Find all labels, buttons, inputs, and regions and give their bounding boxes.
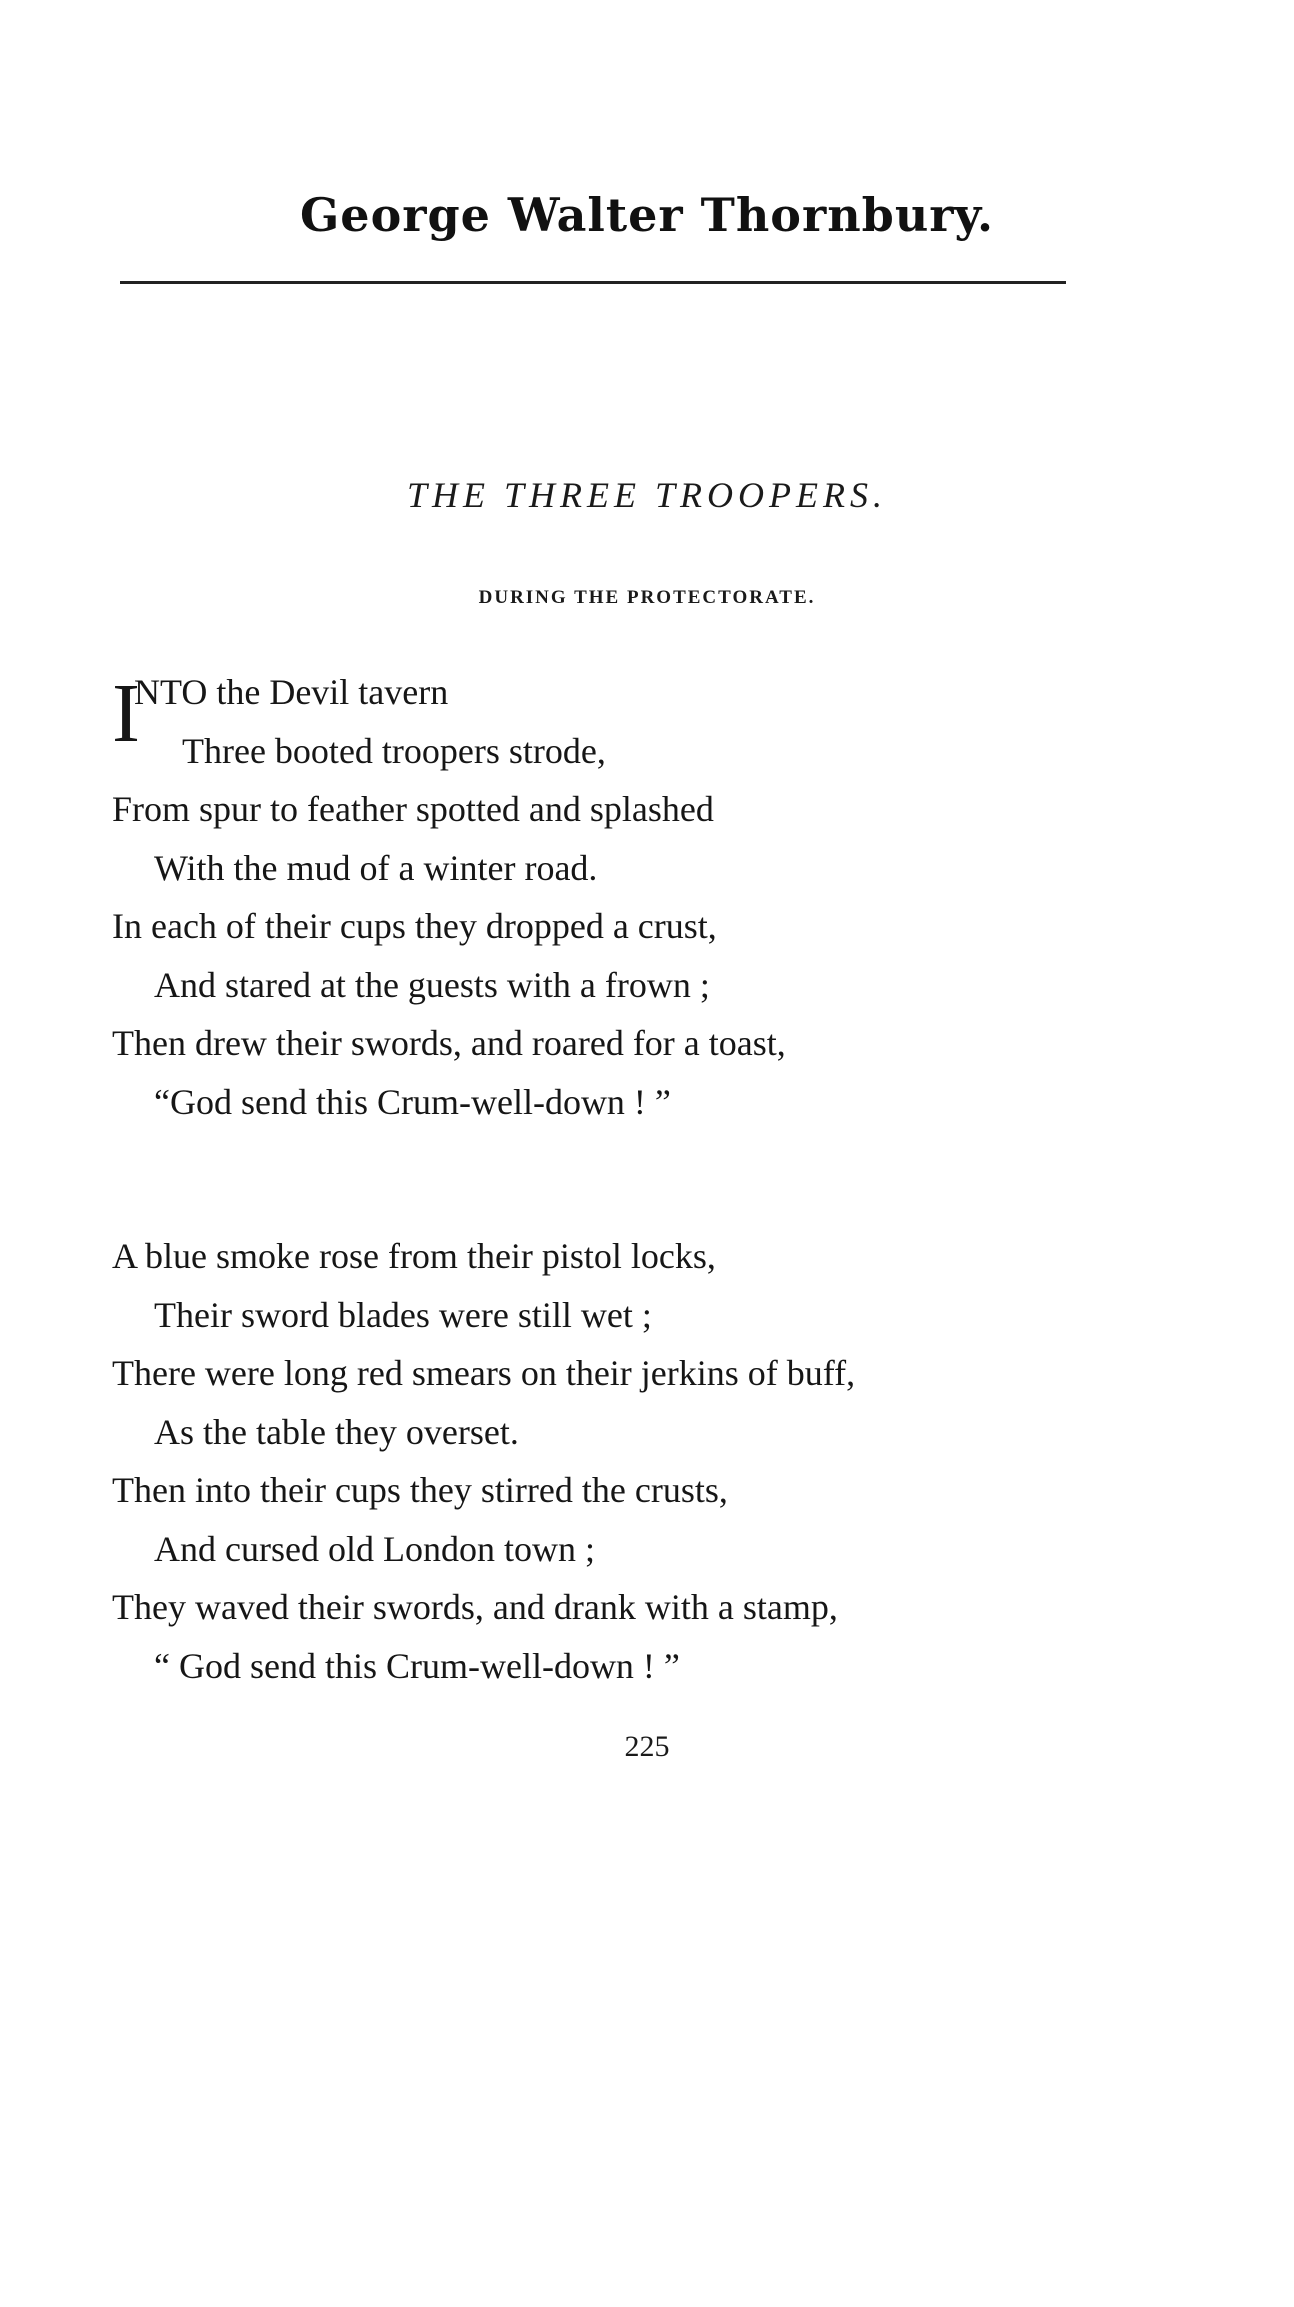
poem-line: As the table they overset. bbox=[154, 1411, 519, 1452]
poem-line: In each of their cups they dropped a crust, bbox=[112, 906, 717, 946]
poem-line: Three booted troopers strode, bbox=[182, 730, 606, 771]
poem-line: “ God send this Crum-well-down ! ” bbox=[154, 1645, 680, 1686]
running-head: George Walter Thornbury. bbox=[300, 188, 994, 242]
poem-line: Then drew their swords, and roared for a toast, bbox=[112, 1023, 786, 1063]
poem-subtitle: DURING THE PROTECTORATE. bbox=[478, 587, 816, 608]
poem-line: They waved their swords, and drank with a stamp, bbox=[112, 1587, 838, 1627]
poem-line: A blue smoke rose from their pistol locks, bbox=[112, 1236, 716, 1276]
poem-line: And cursed old London town ; bbox=[154, 1528, 595, 1569]
page-number: 225 bbox=[624, 1730, 670, 1763]
poem-line: From spur to feather spotted and splashed bbox=[112, 789, 714, 829]
stanza-2 bbox=[112, 1236, 1112, 1704]
poem-line: And stared at the guests with a frown ; bbox=[154, 964, 710, 1005]
poem-line: Their sword blades were still wet ; bbox=[154, 1294, 652, 1335]
stanza-1 bbox=[112, 667, 1112, 1140]
poem-line: With the mud of a winter road. bbox=[154, 847, 598, 888]
drop-cap: I bbox=[112, 667, 140, 760]
poem-line: There were long red smears on their jerkins of buff, bbox=[112, 1353, 856, 1393]
poem-title: THE THREE TROOPERS. bbox=[407, 475, 887, 515]
head-rule bbox=[120, 281, 1066, 284]
poem-line-text: NTO the Devil tavern bbox=[134, 672, 449, 712]
poem-line: “God send this Crum-well-down ! ” bbox=[154, 1081, 671, 1122]
poem-line: Then into their cups they stirred the crusts, bbox=[112, 1470, 728, 1510]
